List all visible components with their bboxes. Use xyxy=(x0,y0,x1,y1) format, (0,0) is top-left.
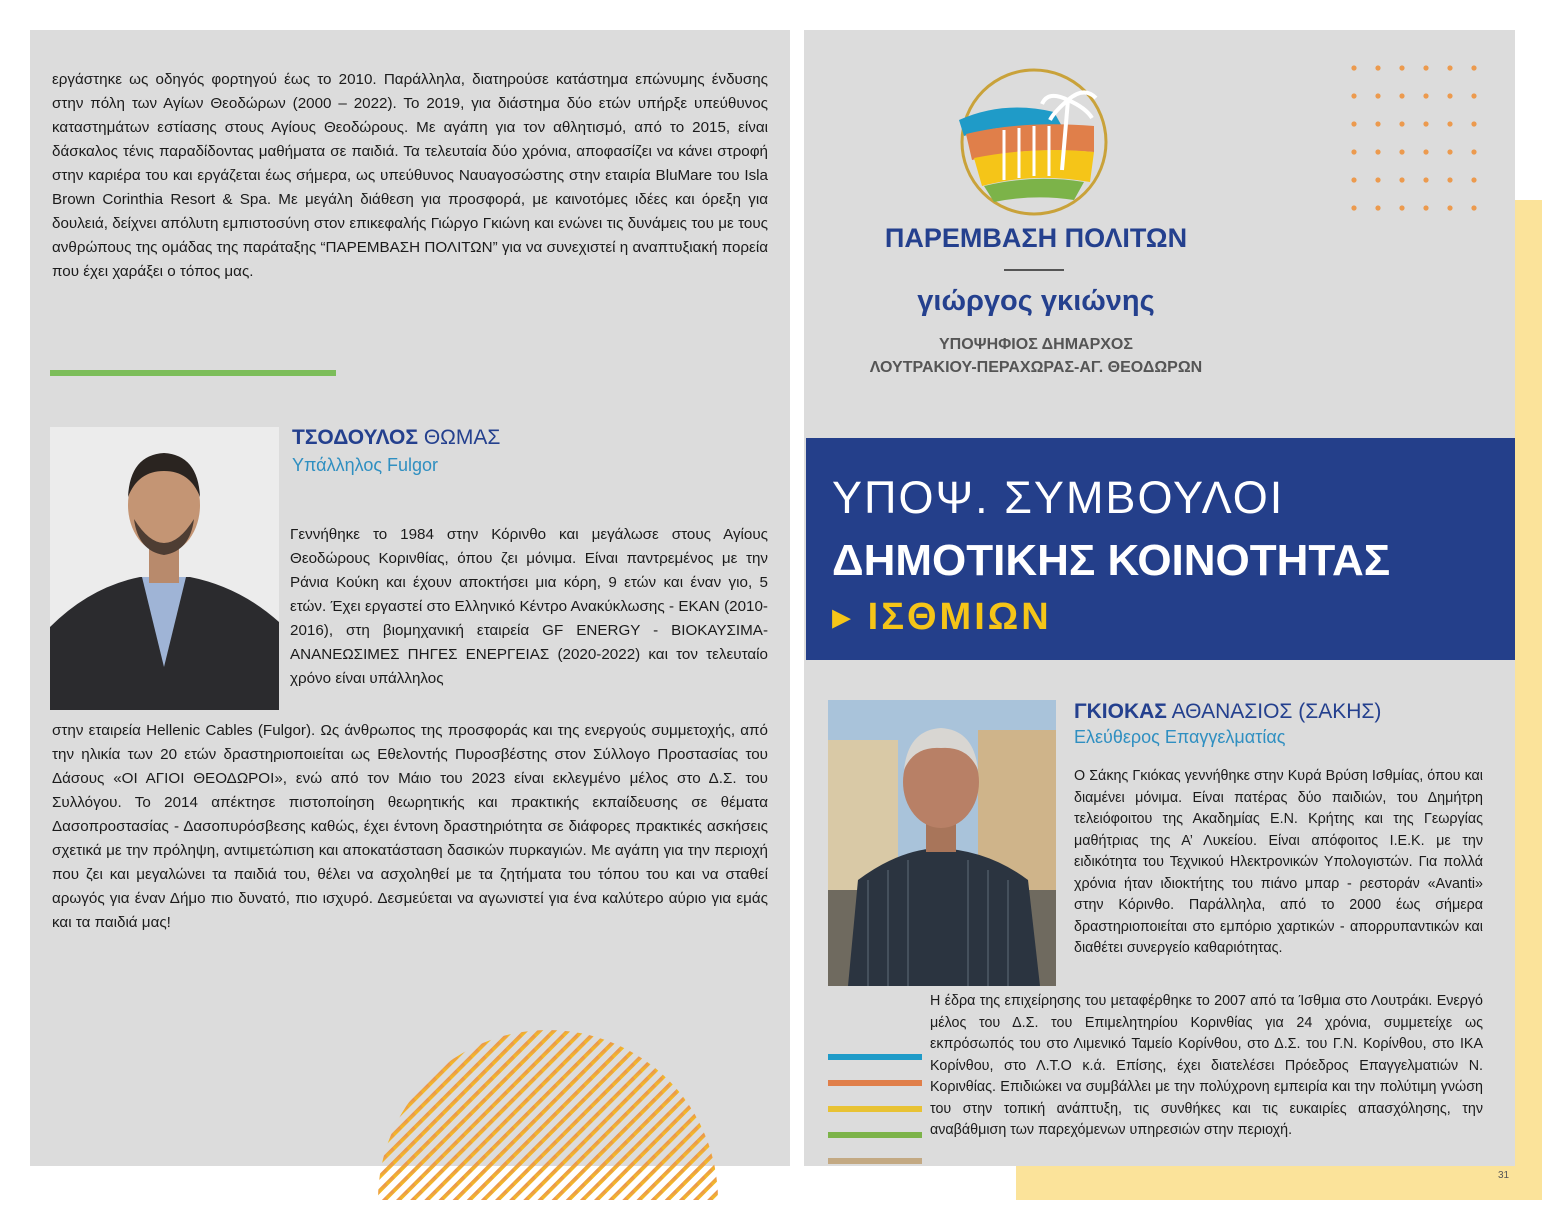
candidate-photo-tsodoulos xyxy=(50,427,279,710)
color-rule-green xyxy=(828,1132,922,1138)
candidate-occupation: Υπάλληλος Fulgor xyxy=(292,455,439,475)
party-logo-emblem xyxy=(944,60,1124,225)
candidate-bio-full: Η έδρα της επιχείρησης του μεταφέρθηκε το 2007 από τα Ίσθμια στο Λουτράκι. Ενεργό μέλος του Δ.Σ. του Επιμελητηρίου Κορινθίας για 24 χρόνια, συμμετείχε ως εκπρόσωπός του στο Λιμενικό Ταμείο Κορίνθου, στο Δ.Σ. του Γ.Ν. Κορίνθου, στο ΙΚΑ Κορίνθου, στο Λ.Τ.Ο κ.ά. Επίσης, έχει διατελέσει Πρόεδρος Επαγγελματιών Ν. Κορινθίας. Επιδιώκει να συμβάλλει με την πολύχρονη εμπειρία και την πολύτιμη γνώση του στην τοπική ανάπτυξη, τις συνθήκες και τις ευκαιρίες απασχόλησης, την αναβάθμιση των παρεχόμενων υπηρεσιών στην περιοχή. xyxy=(930,993,1483,1138)
candidate-first-name: ΑΘΑΝΑΣΙΟΣ (ΣΑΚΗΣ) xyxy=(1171,700,1382,723)
candidate-bio-column: Ο Σάκης Γκιόκας γεννήθηκε στην Κυρά Βρύση Ισθμίας, όπου και διαμένει μόνιμα. Είναι πατέρας δύο παιδιών, του Δημήτρη τελειόφοιτου της Ακαδημίας Ε.Ν. Κρήτης και της Γεωργίας μαθήτριας της Α’ Λυκείου. Είναι απόφοιτος Ι.Ε.Κ. με την ειδικότητα του Τεχνικού Ηλεκτρονικών Υπολογιστών. Για πολλά χρόνια ήταν ιδιοκτήτης του πιάνο μπαρ - ρεστοράν «Avanti» στην Κόρινθο. Παράλληλα, από το 2000 έως σήμερα δραστηριοποιείται στο εμπόριο χαρτικών - απορρυπαντικών και διαθέτει συνεργείο καθαριότητας. xyxy=(1074,768,1483,956)
leader-name: γιώργος γκιώνης xyxy=(917,285,1155,317)
green-divider xyxy=(50,370,336,376)
color-rule-blue xyxy=(828,1054,922,1060)
page-number: 31 xyxy=(1498,1170,1510,1181)
banner-line-1: ΥΠΟΨ. ΣΥΜΒΟΥΛΟΙ xyxy=(832,472,1285,523)
banner-line-2: ΔΗΜΟΤΙΚΗΣ ΚΟΙΝΟΤΗΤΑΣ xyxy=(832,536,1391,585)
play-arrow-icon: ▸ xyxy=(832,596,855,638)
candidacy-region: ΛΟΥΤΡΑΚΙΟΥ-ΠΕΡΑΧΩΡΑΣ-ΑΓ. ΘΕΟΔΩΡΩΝ xyxy=(869,359,1203,376)
candidate-bio-full: στην εταιρεία Hellenic Cables (Fulgor). Ως άνθρωπος της προσφοράς και της ενεργούς συμμετοχής, από την ηλικία των 20 ετών δραστηριοποιείται ως Εθελοντής Πυροσβέστης στον Σύλλογο Προστασίας του Δάσους «ΟΙ ΑΓΙΟΙ ΘΕΟΔΩΡΟΙ», ενώ από τον Μάιο του 2023 είναι εκλεγμένο μέλος στο Δ.Σ. του Συλλόγου. Το 2014 απέκτησε πιστοποίηση θεωρητικής και πρακτικής εκπαίδευσης σε θέματα Δασοπροστασίας - Δασοπυρόσβεσης καθώς, έχει έντονη δραστηριότητα σε διάφορες πρακτικές ασκήσεις σχετικά με την πρόληψη, αντιμετώπιση και αποκατάσταση δασικών πυρκαγιών. Με αγάπη για την περιοχή που ζει και μεγαλώνει τα παιδιά του, θέλει να ασχοληθεί με τα ζητήματα του τόπου του και να σταθεί αρωγός για έναν Δήμο πιο δυνατό, πιο ισχυρό. Δεσμεύεται να αγωνιστεί για ένα καλύτερο αύριο για εμάς και τα παιδιά μας! xyxy=(52,722,768,931)
color-rule-orange xyxy=(828,1080,922,1086)
decorative-dot-grid xyxy=(1344,60,1494,225)
candidate-surname: ΓΚΙΟΚΑΣ xyxy=(1074,700,1167,723)
candidate-photo-gkiokas xyxy=(828,700,1056,986)
color-rule-yellow xyxy=(828,1106,922,1112)
candidate-surname: ΤΣΟΔΟΥΛΟΣ xyxy=(292,426,418,449)
candidate-first-name: ΘΩΜΑΣ xyxy=(423,426,501,449)
candidate-bio-column: Γεννήθηκε το 1984 στην Κόρινθο και μεγάλωσε στους Αγίους Θεοδώρους Κορινθίας, όπου ζει μόνιμα. Είναι παντρεμένος με την Ράνια Κούκη και έχουν αποκτήσει μια κόρη, 9 ετών και έναν γιο, 5 ετών. Έχει εργαστεί στο Ελληνικό Κέντρο Ανακύκλωσης - ΕΚΑΝ (2010-2016), στη βιομηχανική εταιρεία GF ENERGY - ΒΙΟΚΑΥΣΙΜΑ-ΑΝΑΝΕΩΣΙΜΕΣ ΠΗΓΕΣ ΕΝΕΡΓΕΙΑΣ (2020-2022) και τον τελευταίο χρόνο είναι υπάλληλος xyxy=(290,526,768,687)
right-page xyxy=(804,30,1515,1166)
intro-paragraph: εργάστηκε ως οδηγός φορτηγού έως το 2010. Παράλληλα, διατηρούσε κατάστημα επώνυμης ένδυσης στην πόλη των Αγίων Θεοδώρων (2000 – 2022). Το 2019, για διάστημα δύο ετών υπήρξε υπεύθυνος καταστημάτων εστίασης στους Αγίους Θεοδώρους. Με αγάπη για τον αθλητισμό, από το 2015, είναι δάσκαλος τένις παραδίδοντας μαθήματα σε παιδιά. Τα τελευταία δύο χρόνια, αποφασίζει να κάνει στροφή στην καριέρα του και εργάζεται έως σήμερα, ως υπεύθυνος Ναυαγοσώστης στην εταιρία BluMare του Isla Brown Corinthia Resort & Spa. Με μεγάλη διάθεση για προσφορά, με καινοτόμες ιδέες και όρεξη για δουλειά, δείχνει απόλυτη εμπιστοσύνη στον επικεφαλής Γιώργο Γκιώνη και ενώνει τις δυνάμεις του με τους ανθρώπους της ομάδας της παράταξης “ΠΑΡΕΜΒΑΣΗ ΠΟΛΙΤΩΝ” για να συνεχιστεί η αναπτυξιακή πορεία που έχει χαράξει ο τόπος μας. xyxy=(52,71,768,280)
candidate-name-tsodoulos xyxy=(292,426,500,450)
candidate-name-gkiokas xyxy=(1074,700,1381,724)
logo-divider xyxy=(1004,269,1064,271)
section-banner xyxy=(806,438,1515,660)
color-rule-tan xyxy=(828,1158,922,1164)
candidacy-title: ΥΠΟΨΗΦΙΟΣ ΔΗΜΑΡΧΟΣ xyxy=(939,336,1133,353)
candidate-occupation: Ελεύθερος Επαγγελματίας xyxy=(1074,727,1286,747)
banner-community-name: ΙΣΘΜΙΩΝ xyxy=(867,596,1052,638)
decorative-yellow-footer xyxy=(1016,1166,1542,1200)
left-page xyxy=(30,30,790,1166)
party-name: ΠΑΡΕΜΒΑΣΗ ΠΟΛΙΤΩΝ xyxy=(884,223,1188,253)
decorative-striped-circle xyxy=(378,1020,718,1205)
banner-line-3 xyxy=(832,594,1052,639)
